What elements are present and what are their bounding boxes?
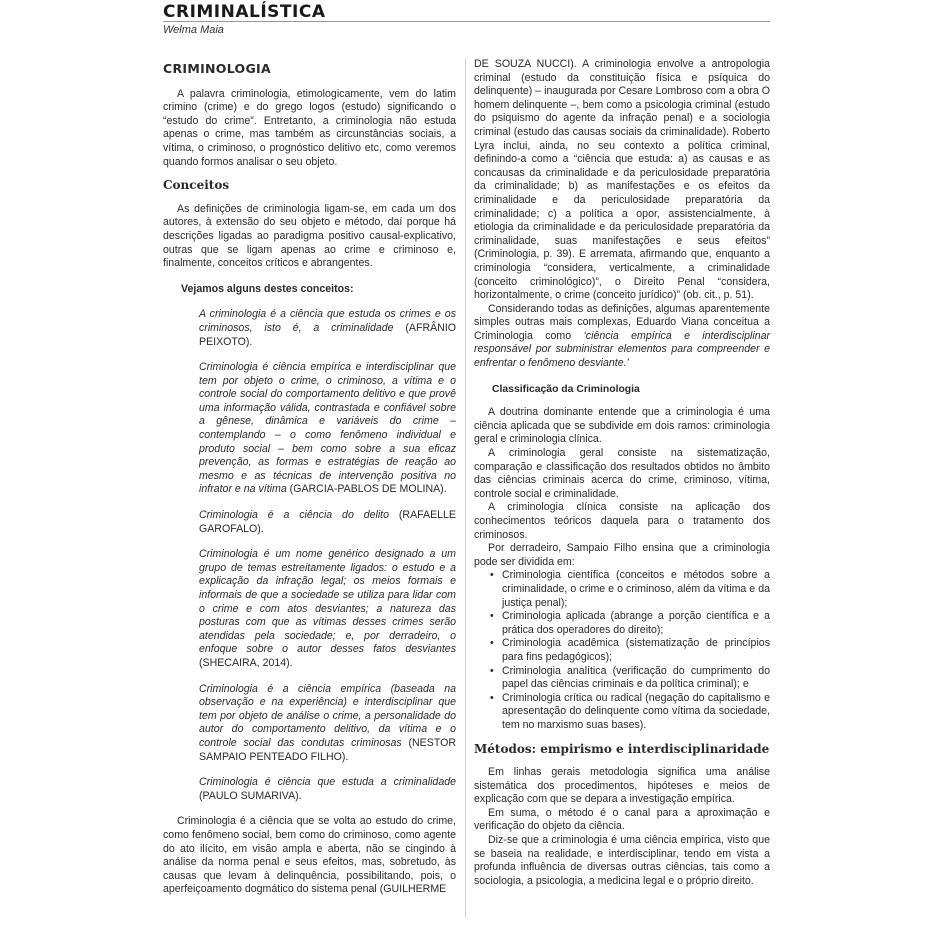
vejamos-lead: Vejamos alguns destes conceitos: [181, 282, 354, 295]
conceitos-paragraph: As definições de criminologia ligam-se, em cada um dos autores, à extensão do seu objeto e método, daí porque há descrições ligadas ao paradigma positivo causal-explicativo, outras que se ligam apenas ao crime e criminoso e, finalmente, conceitos críticos e abrangentes. [163, 202, 456, 270]
viana-quote: ‘ciência empírica e interdisciplinar responsável por subministrar elementos para compreender e enfrentar o fenômeno desviante.’ [474, 329, 770, 370]
intro-paragraph: A palavra criminologia, etimologicamente, vem do latim crimino (crime) e do grego logos (estudo) significando o “estudo do crime”. Entretanto, a criminologia não estuda apenas o crime, mas também as circunstâncias sociais, a vítima, o criminoso, o prognóstico delitivo etc, como veremos quando formos analisar o seu objeto. [163, 87, 456, 168]
quote-block [199, 308, 456, 349]
classificacao-paragraph: A criminologia geral consiste na sistematização, comparação e classificação dos resultados obtidos no âmbito das ciências criminais acerca do crime, criminoso, vítima, controle social e criminalidade. [474, 447, 770, 500]
quote-text: A criminologia é a ciência que estuda os crimes e os criminosos, isto é, a criminalidade [199, 308, 456, 334]
closing-paragraph: Criminologia é a ciência que se volta ao estudo do crime, como fenômeno social, bem como do criminoso, como agente do ato ilícito, em visão ampla e aberta, não se cingindo à análise da norma penal e seus efeitos, mas, sobretudo, às causas que levam à delinquência, possibilitando, pois, o aperfeiçoamento dogmático do sistema penal (GUILHERME [163, 815, 456, 896]
subsection-title-metodos: Métodos: empirismo e interdisciplinaridade [474, 741, 770, 756]
quote-text: Criminologia é a ciência empírica (baseada na observação e na experiência) e interdisciplinar que tem por objeto de análise o crime, a personalidade do autor do comportamento delitivo, da vítima e o controle social das condutas criminosas [199, 682, 456, 749]
quote-block [199, 776, 456, 803]
metodos-paragraph: Em linhas gerais metodologia significa uma análise sistemática dos procedimentos, hipóteses e meios de explicação com que se depara a investigação empírica. [474, 766, 770, 806]
quote-block [199, 683, 456, 765]
author-name: Welma Maia [163, 24, 224, 36]
continuation-paragraph: DE SOUZA NUCCI). A criminologia envolve a antropologia criminal (estudo da constituição física e psíquica do delinquente) – inaugurada por Cesare Lombroso com a obra O homem delinquente –, bem como a psicologia criminal (estudo do psiquismo do agente da infração penal) e a sociologia criminal (estudo das causas sociais da criminalidade). Roberto Lyra inclui, ainda, no seu contexto a política criminal, definindo-a como a “ciência que estuda: a) as causas e as concausas da criminalidade e da periculosidade preparatória da criminalidade; b) as manifestações e os efeitos da criminalidade e da periculosidade preparatória da criminalidade; c) a política a opor, assistencialmente, à etiologia da criminalidade e da periculosidade preparatória da criminalidade, suas manifestações e seus efeitos” (Criminologia, p. 39). E arremata, afirmando que, enquanto a criminologia “considera, verticalmente, a criminalidade (conceito criminológico)”, o Direito Penal “considera, horizontalmente, o crime (conceito jurídico)” (ob. cit., p. 51). [474, 58, 770, 302]
quote-author: (GARCIA-PABLOS DE MOLINA). [286, 483, 447, 496]
list-item: • Criminologia aplicada (abrange a porção científica e a prática dos operadores do direito); [502, 610, 770, 637]
classificacao-paragraph: A criminologia clínica consiste na aplicação dos conhecimentos teóricos daquela para o tratamento dos criminosos. [474, 501, 770, 541]
subsection-title-conceitos: Conceitos [163, 178, 230, 193]
column-divider [465, 58, 466, 918]
list-item: • Criminologia crítica ou radical (negação do capitalismo e apresentação do delinquente como vítima da sociedade, tem no marxismo suas bases). [502, 692, 770, 733]
quote-author: (SHECAIRA, 2014). [199, 656, 293, 669]
list-item: • Criminologia acadêmica (sistematização de princípios para fins pedagógicos); [502, 637, 770, 664]
quote-text: Criminologia é a ciência do delito [199, 509, 390, 522]
list-item: • Criminologia analítica (verificação do cumprimento do papel das ciências criminais e da política criminal); e [502, 665, 770, 692]
quote-block [199, 361, 456, 497]
quote-author: (AFRÂNIO PEIXOTO). [199, 321, 456, 348]
quote-text: Criminologia é ciência que estuda a criminalidade [199, 776, 456, 789]
subsection-title-classificacao: Classificação da Criminologia [492, 383, 640, 395]
header-rule [163, 21, 770, 22]
quote-text: Criminologia é um nome genérico designado a um grupo de temas estreitamente ligados: o estudo e a explicação da infração legal; os meios formais e informais de que a sociedade se utiliza para lidar com o crime e com atos desviantes; a natureza das posturas com que as vítimas desses crimes serão atendidas pela sociedade; e, por derradeiro, o enfoque sobre o autor desses fatos desviantes [199, 548, 456, 656]
quote-author: (NESTOR SAMPAIO PENTEADO FILHO). [199, 736, 456, 763]
viana-intro: Considerando todas as definições, algumas aparentemente simples outras mais complexas, Eduardo Viana conceitua a Criminologia como [474, 302, 770, 342]
bullet-list [474, 569, 770, 732]
page-header [0, 0, 926, 40]
classificacao-paragraph: Por derradeiro, Sampaio Filho ensina que a criminologia pode ser dividida em: [474, 542, 770, 568]
metodos-paragraph: Diz-se que a criminologia é uma ciência empírica, visto que se baseia na realidade, e interdisciplinar, tendo em vista a profunda influência de diversas outras ciências, tais como a sociologia, a psicologia, a medicina legal e o próprio direito. [474, 834, 770, 887]
quote-text: Criminologia é ciência empírica e interdisciplinar que tem por objeto o crime, o criminoso, a vítima e o controle social do comportamento delitivo e que provê uma informação válida, contrastada e confiável sobre a gênese, dinâmica e variáveis do crime – contemplando – o como fenômeno individual e produto social – bem como sobre a sua eficaz prevenção, as formas e estratégias de reação ao mesmo e as técnicas de intervenção positiva no infrator e na vítima [199, 361, 456, 496]
metodos-paragraph: Em suma, o método é o canal para a aproximação e verificação do objeto da ciência. [474, 806, 770, 833]
quote-block [199, 548, 456, 670]
quote-block [199, 509, 456, 536]
list-item: • Criminologia científica (conceitos e métodos sobre a criminalidade, o crime e o criminoso, além da vítima e da justiça penal); [502, 569, 770, 610]
left-column [163, 58, 456, 897]
classificacao-paragraph: A doutrina dominante entende que a criminologia é uma ciência aplicada que se subdivide em dois ramos: criminologia geral e criminologia clínica. [474, 406, 770, 446]
section-title-criminologia: CRIMINOLOGIA [163, 61, 271, 76]
page-title: CRIMINALÍSTICA [163, 2, 326, 22]
viana-paragraph [474, 303, 770, 371]
quote-author: (RAFAELLE GAROFALO). [199, 509, 456, 535]
quote-author: (PAULO SUMARIVA). [199, 789, 302, 802]
right-column [474, 58, 770, 888]
